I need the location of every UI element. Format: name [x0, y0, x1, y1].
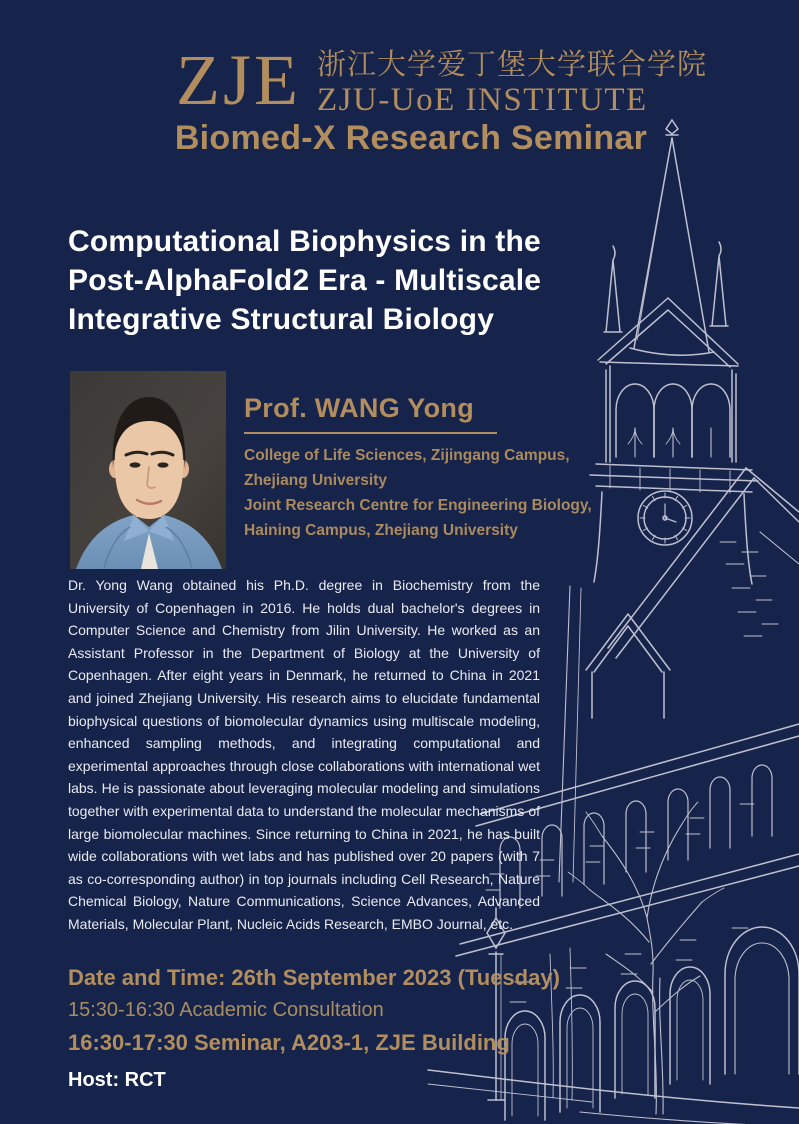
affiliation-line-4: Haining Campus, Zhejiang University [244, 522, 518, 539]
seminar-series-title: Biomed-X Research Seminar [174, 119, 648, 157]
seminar-time-location-line: 16:30-17:30 Seminar, A203-1, ZJE Building [68, 1030, 510, 1055]
speaker-photo [70, 371, 226, 569]
belfry [590, 298, 758, 584]
date-and-time-line: Date and Time: 26th September 2023 (Tuesday) [68, 965, 560, 990]
talk-title-line-1: Computational Biophysics in the [68, 225, 541, 258]
institute-name-english: ZJU-UoE INSTITUTE [316, 82, 648, 118]
zje-logo: ZJE [176, 40, 301, 120]
host-line: Host: RCT [68, 1069, 166, 1091]
consultation-time-line: 15:30-16:30 Academic Consultation [68, 999, 384, 1021]
name-underline [244, 432, 497, 434]
roof-gables [586, 468, 799, 718]
affiliation-line-1: College of Life Sciences, Zijingang Campus, [244, 447, 570, 464]
header [176, 40, 707, 120]
institute-name-chinese: 浙江大学爱丁堡大学联合学院 [316, 49, 707, 81]
clock [638, 491, 692, 545]
speaker-biography: Dr. Yong Wang obtained his Ph.D. degree in Biochemistry from the University of Copenhagen in 2016. He holds dual bachelor's degrees in Computer Science and Chemistry from Jilin University. He worked as an Assistant Professor in the Department of Biology at the University of Copenhagen. After eight years in Denmark, he returned to China in 2021 and joined Zhejiang University. His research aims to elucidate fundamental biophysical questions of biomolecular dynamics using multiscale modeling, enhanced sampling methods, and integrating computational and experimental approaches through close collaborations with international wet labs. He is passionate about leveraging molecular modeling and simulations together with experimental data to understand the molecular mechanisms of large biomolecular machines. Since returning to China in 2021, he has built wide collaborations with wet labs and has published over 20 papers (with 7 as co-corresponding author) in top journals including Cell Research, Nature Chemical Biology, Nature Communications, Science Advances, Advanced Materials, Molecular Plant, Nucleic Acids Research, EMBO Journal, etc. [68, 577, 540, 932]
institute-name-block [317, 48, 707, 118]
speaker-name: Prof. WANG Yong [244, 393, 474, 423]
ground [428, 1070, 799, 1124]
speaker-info [244, 393, 592, 543]
talk-title [68, 222, 541, 339]
schedule [68, 962, 560, 1058]
talk-title-line-2: Post-AlphaFold2 Era - Multiscale [68, 264, 542, 297]
affiliation-line-2: Zhejiang University [244, 472, 387, 489]
doorway [725, 927, 799, 1074]
affiliation-line-3: Joint Research Centre for Engineering Biology, [244, 497, 592, 514]
talk-title-line-3: Integrative Structural Biology [68, 303, 495, 336]
